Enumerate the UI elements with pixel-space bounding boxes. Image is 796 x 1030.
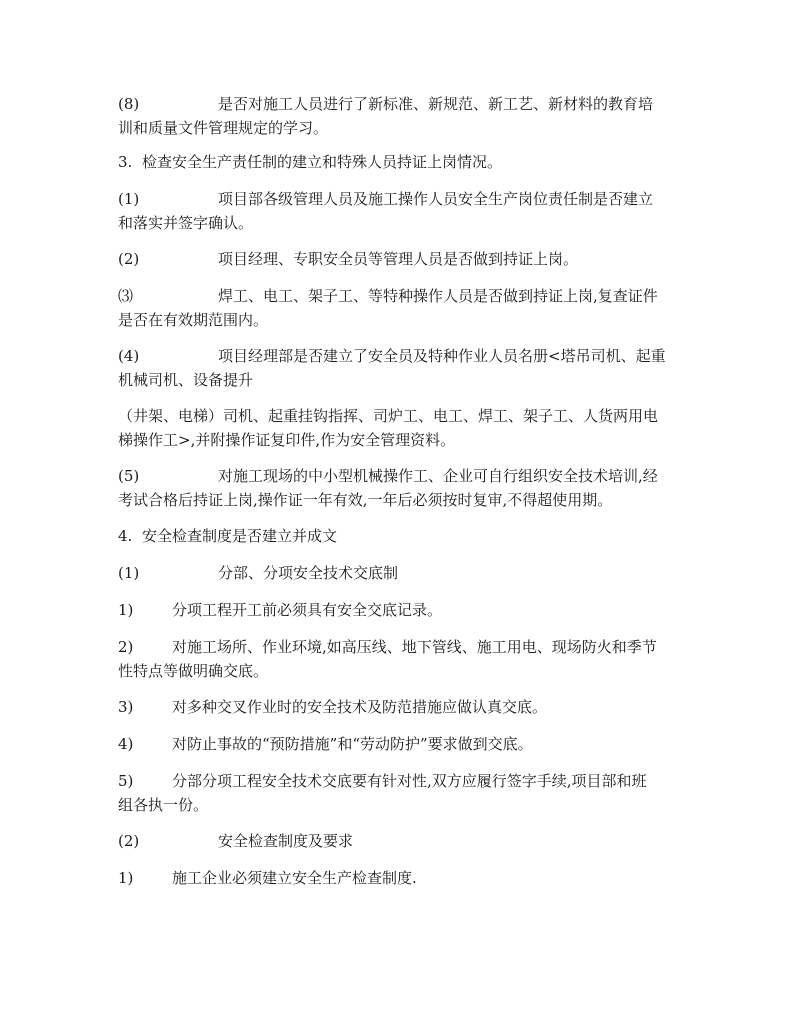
paragraph: [118, 187, 678, 235]
paragraph-continuation: 组各执一份。: [118, 796, 209, 814]
paragraph: [118, 344, 678, 392]
paragraph-text: 项目经理、专职安全员等管理人员是否做到持证上岗。: [218, 250, 579, 268]
paragraph: [118, 732, 678, 756]
item-number: ⑶: [118, 287, 134, 305]
item-number: 5): [118, 772, 134, 790]
item-number: (4): [118, 347, 140, 365]
item-number: 4): [118, 735, 134, 753]
item-number: (2): [118, 832, 140, 850]
paragraph-text: 对防止事故的“预防措施”和“劳动防护”要求做到交底。: [172, 735, 533, 753]
item-number: 3.: [118, 153, 133, 171]
paragraph-text: 焊工、电工、架子工、等特种操作人员是否做到持证上岗,复查证件: [218, 287, 658, 305]
paragraph-continuation: 训和质量文件管理规定的学习。: [118, 119, 329, 137]
paragraph-text: 施工企业必须建立安全生产检查制度.: [172, 869, 417, 887]
item-number: (1): [118, 190, 140, 208]
paragraph-text: 分项工程开工前必须具有安全交底记录。: [172, 601, 443, 619]
paragraph-continuation: 是否在有效期范围内。: [118, 311, 269, 329]
paragraph: [118, 284, 678, 332]
paragraph-text: （井架、电梯）司机、起重挂钩指挥、司炉工、电工、焊工、架子工、人货两用电: [118, 407, 659, 425]
paragraph-text: 安全检查制度及要求: [218, 832, 354, 850]
section-heading: [118, 150, 678, 174]
item-number: 1): [118, 601, 134, 619]
paragraph-text: 检查安全生产责任制的建立和特殊人员持证上岗情况。: [142, 153, 503, 171]
paragraph: [118, 464, 678, 512]
item-number: 3): [118, 698, 134, 716]
section-heading: [118, 524, 678, 548]
paragraph: [118, 404, 678, 452]
item-number: (5): [118, 467, 140, 485]
item-number: 2): [118, 638, 134, 656]
paragraph-text: 对施工场所、作业环境,如高压线、地下管线、施工用电、现场防火和季节: [172, 638, 657, 656]
paragraph: [118, 247, 678, 271]
item-number: 4.: [118, 527, 133, 545]
paragraph-text: 安全检查制度是否建立并成文: [142, 527, 338, 545]
paragraph-text: 对多种交叉作业时的安全技术及防范措施应做认真交底。: [172, 698, 548, 716]
paragraph: [118, 635, 678, 683]
paragraph: [118, 695, 678, 719]
paragraph: [118, 561, 678, 585]
paragraph: [118, 769, 678, 817]
paragraph-continuation: 性特点等做明确交底。: [118, 662, 269, 680]
paragraph-continuation: 机械司机、设备提升: [118, 371, 254, 389]
paragraph-text: 分部分项工程安全技术交底要有针对性,双方应履行签字手续,项目部和班: [172, 772, 647, 790]
paragraph: [118, 92, 678, 140]
paragraph: [118, 598, 678, 622]
item-number: (8): [118, 95, 140, 113]
paragraph-text: 项目部各级管理人员及施工操作人员安全生产岗位责任制是否建立: [218, 190, 654, 208]
paragraph-continuation: 梯操作工>,并附操作证复印件,作为安全管理资料。: [118, 431, 456, 449]
paragraph-text: 分部、分项安全技术交底制: [218, 564, 399, 582]
paragraph: [118, 829, 678, 853]
paragraph-continuation: 和落实并签字确认。: [118, 214, 254, 232]
item-number: (1): [118, 564, 140, 582]
item-number: 1): [118, 869, 134, 887]
paragraph-text: 对施工现场的中小型机械操作工、企业可自行组织安全技术培训,经: [218, 467, 658, 485]
paragraph-text: 是否对施工人员进行了新标准、新规范、新工艺、新材料的教育培: [218, 95, 654, 113]
paragraph-continuation: 考试合格后持证上岗,操作证一年有效,一年后必须按时复审,不得超使用期。: [118, 491, 613, 509]
paragraph: [118, 866, 678, 890]
paragraph-text: 项目经理部是否建立了安全员及特种作业人员名册<塔吊司机、起重: [218, 347, 666, 365]
item-number: (2): [118, 250, 140, 268]
